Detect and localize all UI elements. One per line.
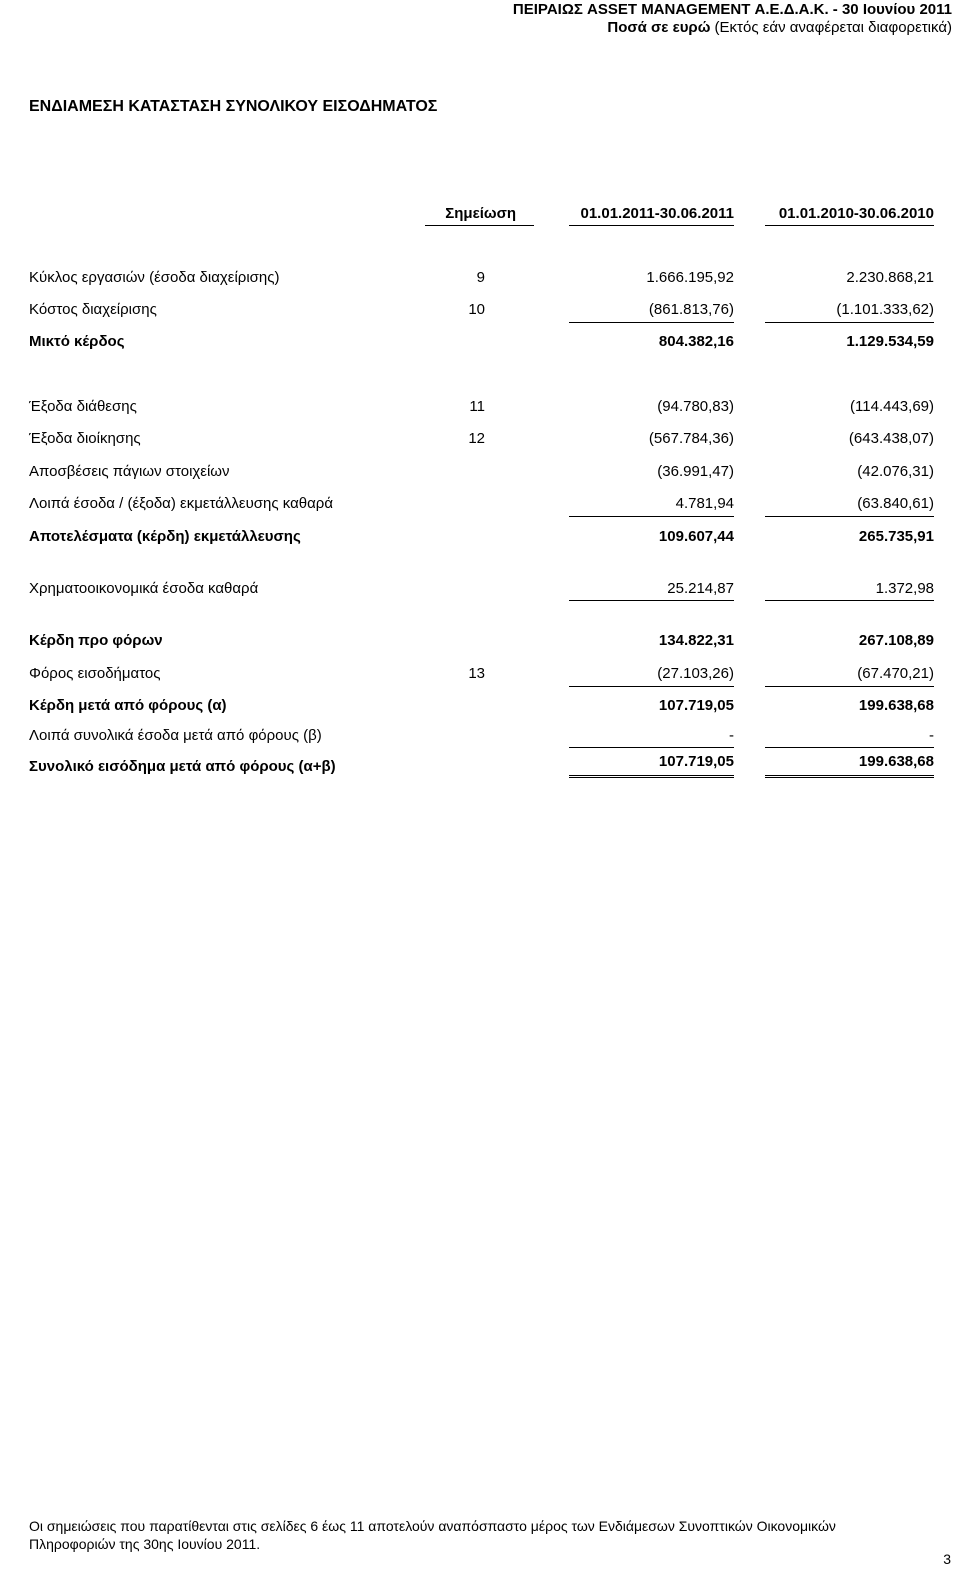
- table-row: [0, 527, 960, 547]
- row-value-2011: 1.666.195,92: [646, 269, 734, 286]
- table-row: [0, 631, 960, 651]
- row-note: 11: [469, 398, 485, 415]
- row-label: Κύκλος εργασιών (έσοδα διαχείρισης): [29, 269, 280, 286]
- footer-note-line1: Οι σημειώσεις που παρατίθενται στις σελίδες 6 έως 11 αποτελούν αναπόσπαστο μέρος των Ενδιάμεσων Συνοπτικών Οικονομικών: [29, 1518, 836, 1534]
- row-value-2010: 265.735,91: [858, 528, 934, 545]
- footer-note-line2: Πληροφοριών της 30ης Ιουνίου 2011.: [29, 1536, 261, 1552]
- row-label: Φόρος εισοδήματος: [29, 665, 161, 682]
- table-row: [0, 494, 960, 514]
- row-value-2011: (36.991,47): [657, 463, 734, 480]
- row-value-2010: -: [929, 727, 934, 744]
- footer-note: [29, 1517, 836, 1553]
- currency-note-rest: (Εκτός εάν αναφέρεται διαφορετικά): [710, 19, 952, 36]
- currency-note: [607, 18, 952, 37]
- page-number: 3: [943, 1551, 951, 1567]
- row-value-2011: (567.784,36): [648, 430, 734, 447]
- table-row: [0, 268, 960, 288]
- row-value-2010: (42.076,31): [857, 463, 934, 480]
- row-value-2010: 1.372,98: [875, 580, 934, 597]
- row-label: Χρηματοοικονομικά έσοδα καθαρά: [29, 580, 259, 597]
- row-note: 9: [476, 269, 485, 286]
- row-value-2010: (643.438,07): [848, 430, 934, 447]
- subtotal-rule: [765, 747, 934, 748]
- subtotal-rule: [569, 516, 734, 517]
- table-row: [0, 332, 960, 352]
- row-value-2011: 109.607,44: [658, 528, 734, 545]
- subtotal-rule: [569, 747, 734, 748]
- table-row: [0, 696, 960, 716]
- row-label: Συνολικό εισόδημα μετά από φόρους (α+β): [29, 758, 336, 775]
- total-double-rule: [569, 775, 734, 776]
- row-label: Έξοδα διοίκησης: [29, 430, 141, 447]
- row-value-2010: 1.129.534,59: [846, 333, 934, 350]
- subtotal-rule: [569, 322, 734, 323]
- column-header-note: Σημείωση: [425, 205, 534, 226]
- row-value-2011: (861.813,76): [648, 301, 734, 318]
- column-header-period-2011: 01.01.2011-30.06.2011: [569, 205, 734, 226]
- row-value-2011: 107.719,05: [658, 697, 734, 714]
- row-value-2011: 134.822,31: [658, 632, 734, 649]
- table-row: [0, 664, 960, 684]
- subtotal-rule: [765, 600, 934, 601]
- row-value-2010: (67.470,21): [857, 665, 934, 682]
- row-value-2010: 199.638,68: [858, 753, 934, 770]
- row-label: Κόστος διαχείρισης: [29, 301, 157, 318]
- row-value-2011: (27.103,26): [657, 665, 734, 682]
- row-value-2010: 267.108,89: [858, 632, 934, 649]
- subtotal-rule: [569, 600, 734, 601]
- total-double-rule: [765, 777, 934, 778]
- table-row: [0, 726, 960, 746]
- row-note: 13: [468, 665, 485, 682]
- total-double-rule: [765, 775, 934, 776]
- row-value-2011: 4.781,94: [675, 495, 734, 512]
- row-note: 10: [468, 301, 485, 318]
- table-row: [0, 300, 960, 320]
- table-row: [0, 397, 960, 417]
- row-label: Αποτελέσματα (κέρδη) εκμετάλλευσης: [29, 528, 301, 545]
- table-row: [0, 579, 960, 599]
- row-value-2010: (1.101.333,62): [836, 301, 934, 318]
- company-header: ΠΕΙΡΑΙΩΣ ASSET MANAGEMENT Α.Ε.Δ.Α.Κ. - 30 Ιουνίου 2011: [512, 1, 952, 18]
- row-value-2011: 804.382,16: [658, 333, 734, 350]
- subtotal-rule: [765, 516, 934, 517]
- row-value-2010: (114.443,69): [850, 398, 934, 415]
- total-double-rule: [569, 777, 734, 778]
- row-value-2010: 2.230.868,21: [846, 269, 934, 286]
- row-note: 12: [468, 430, 485, 447]
- currency-note-bold: Ποσά σε ευρώ: [607, 19, 711, 36]
- row-value-2011: 25.214,87: [667, 580, 734, 597]
- column-header-period-2010: 01.01.2010-30.06.2010: [765, 205, 934, 226]
- row-label: Έξοδα διάθεσης: [29, 398, 137, 415]
- statement-title: ΕΝΔΙΑΜΕΣΗ ΚΑΤΑΣΤΑΣΗ ΣΥΝΟΛΙΚΟΥ ΕΙΣΟΔΗΜΑΤΟΣ: [29, 98, 438, 115]
- subtotal-rule: [765, 322, 934, 323]
- row-label: Λοιπά συνολικά έσοδα μετά από φόρους (β): [29, 727, 322, 744]
- row-value-2011: (94.780,83): [657, 398, 734, 415]
- subtotal-rule: [765, 686, 934, 687]
- row-label: Λοιπά έσοδα / (έξοδα) εκμετάλλευσης καθαρά: [29, 495, 333, 512]
- row-value-2011: -: [729, 727, 734, 744]
- row-label: Κέρδη προ φόρων: [29, 632, 163, 649]
- row-label: Μικτό κέρδος: [29, 333, 125, 350]
- subtotal-rule: [569, 686, 734, 687]
- table-row: [0, 752, 960, 775]
- table-row: [0, 462, 960, 482]
- row-label: Κέρδη μετά από φόρους (α): [29, 697, 227, 714]
- row-value-2010: (63.840,61): [857, 495, 934, 512]
- row-label: Αποσβέσεις πάγιων στοιχείων: [29, 463, 230, 480]
- row-value-2010: 199.638,68: [858, 697, 934, 714]
- table-row: [0, 429, 960, 449]
- row-value-2011: 107.719,05: [658, 753, 734, 770]
